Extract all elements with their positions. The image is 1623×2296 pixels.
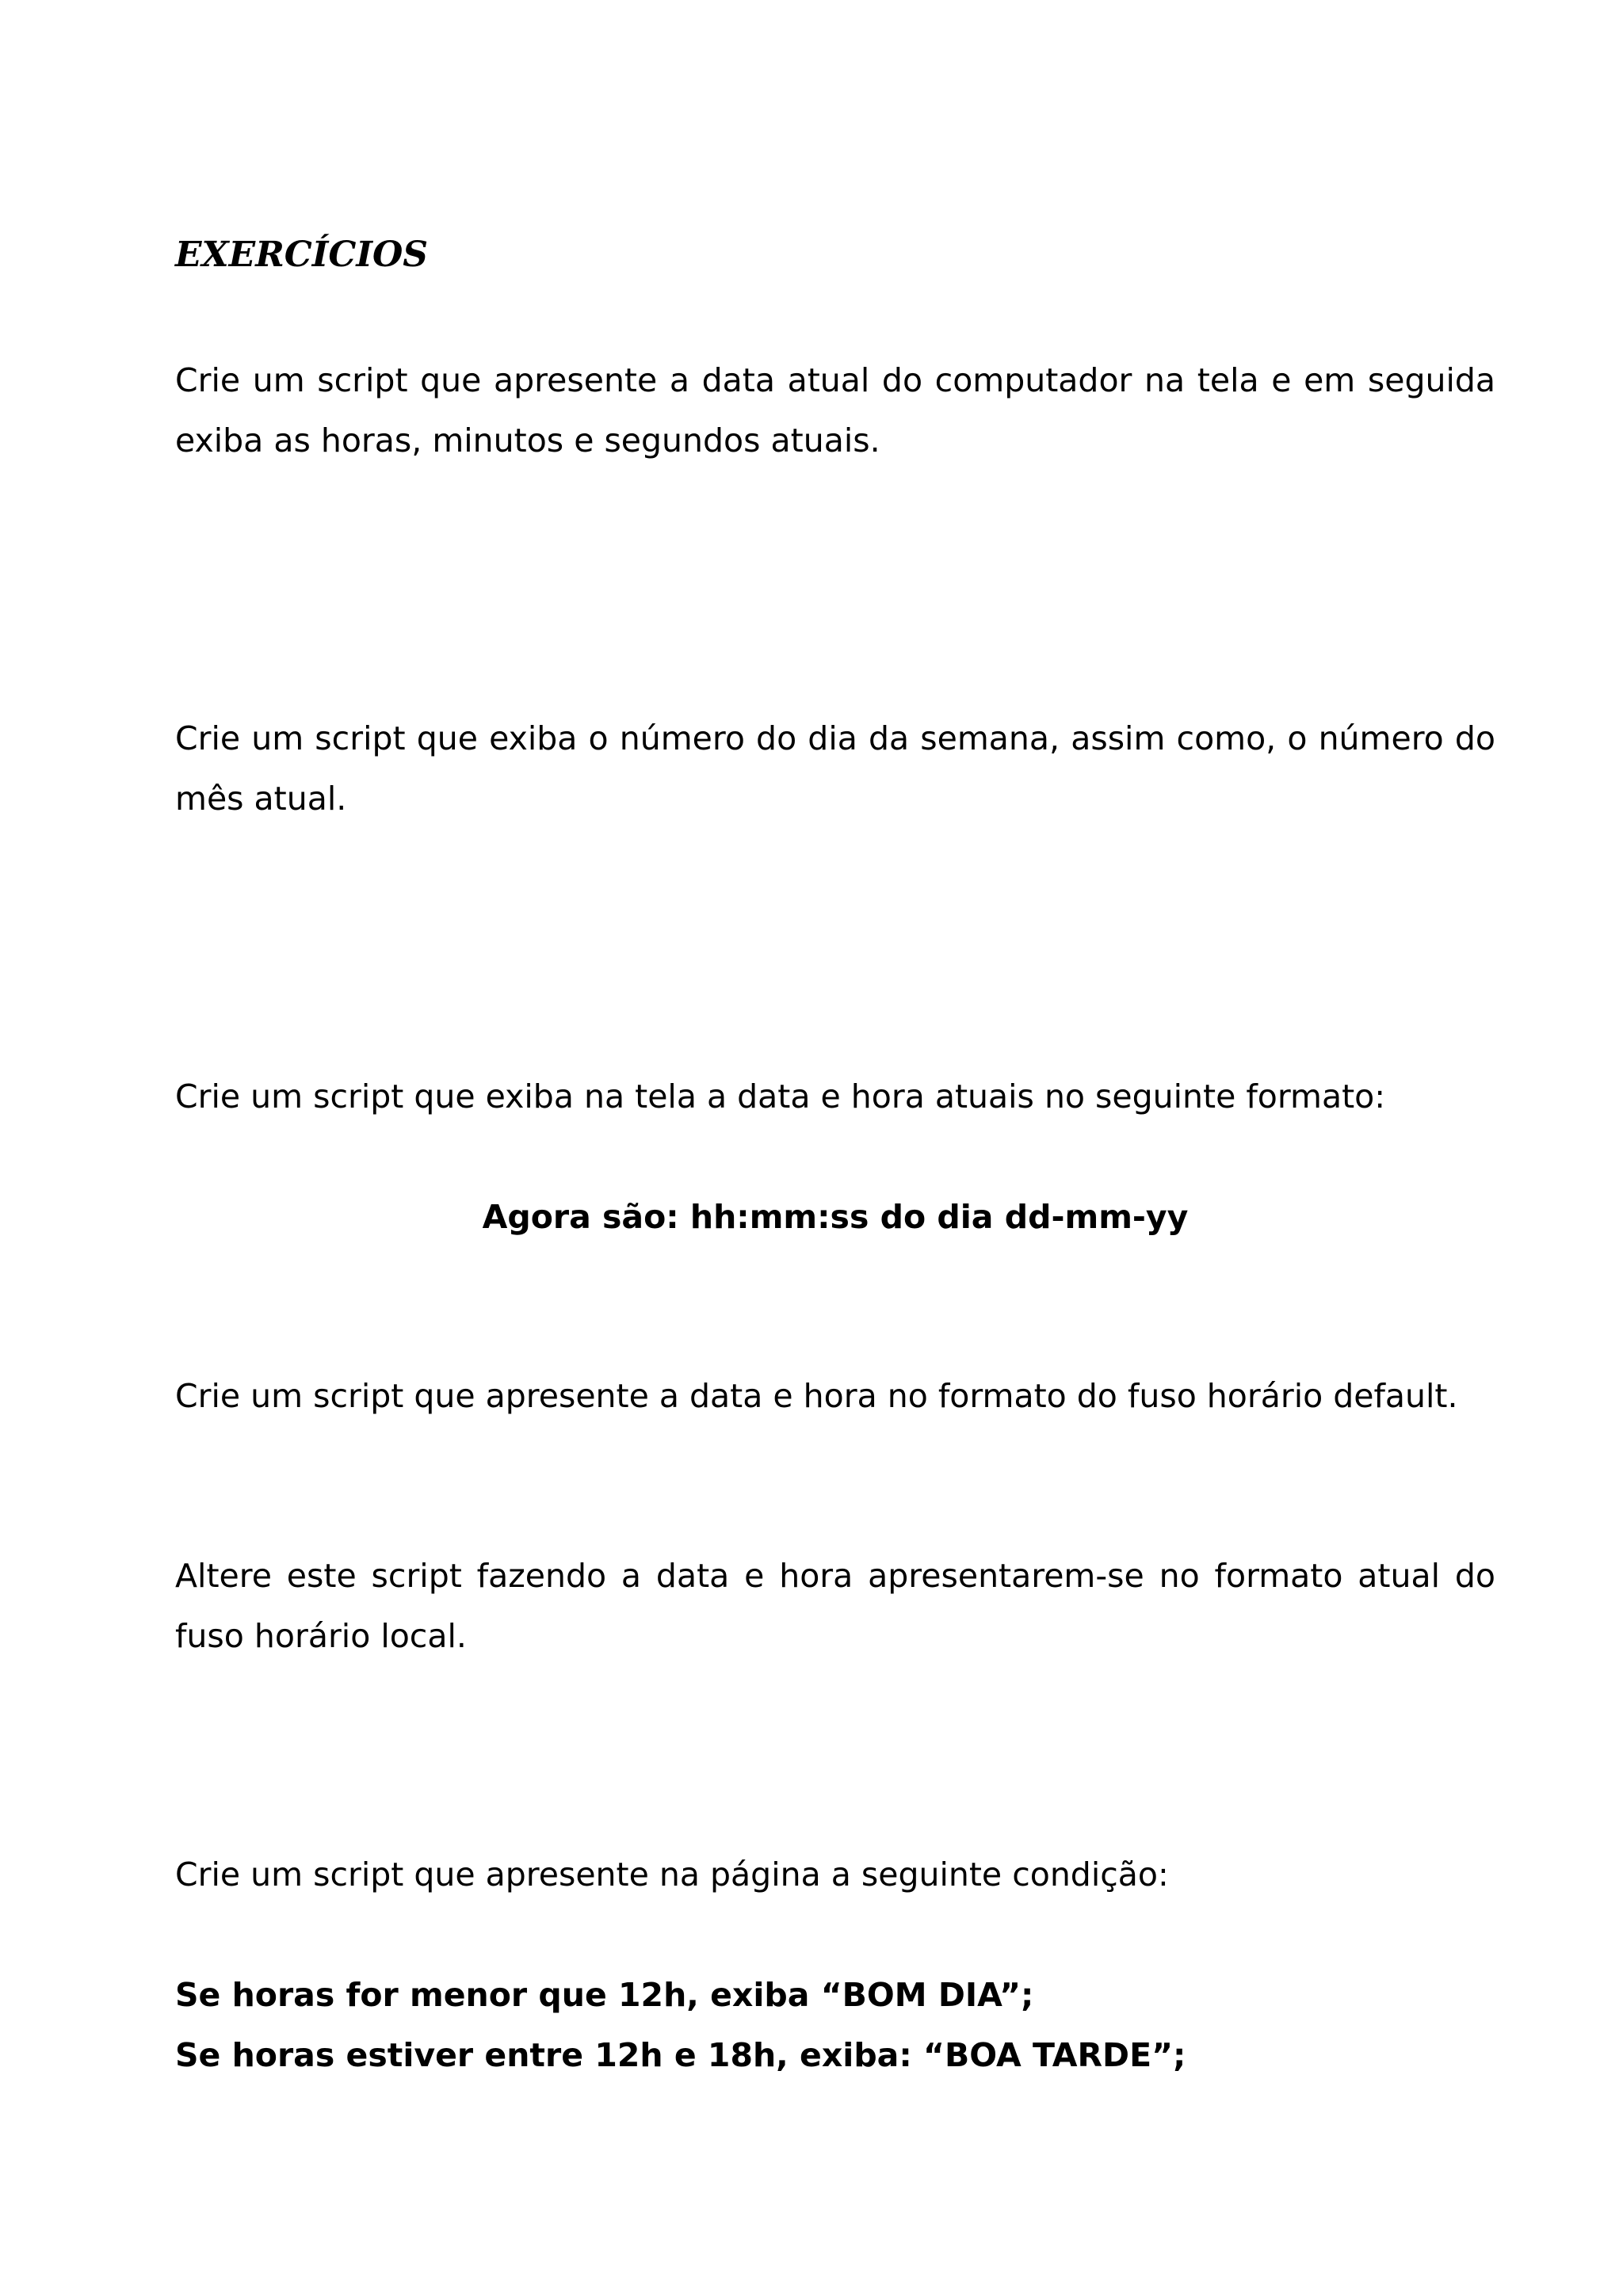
exercise-2-text: Crie um script que exiba o número do dia da semana, assim como, o número do mês atual. — [175, 719, 1495, 818]
condition-line: Se horas for menor que 12h, exiba “BOM DIA”; — [175, 1976, 1034, 2014]
exercise-3-format: Agora são: hh:mm:ss do dia dd-mm-yy — [482, 1198, 1189, 1236]
condition-line: Se horas estiver entre 12h e 18h, exiba: “BOA TARDE”; — [175, 2036, 1186, 2074]
exercise-4-text: Crie um script que apresente a data e hora no formato do fuso horário default. — [175, 1377, 1458, 1415]
exercise-5-text: Altere este script fazendo a data e hora apresentarem-se no formato atual do fuso horário local. — [175, 1557, 1495, 1655]
exercise-6-text: Crie um script que apresente na página a seguinte condição: — [175, 1855, 1169, 1894]
exercise-1-text: Crie um script que apresente a data atual do computador na tela e em seguida exiba as horas, minutos e segundos atuais. — [175, 361, 1495, 460]
exercise-3-text: Crie um script que exiba na tela a data e hora atuais no seguinte formato: — [175, 1077, 1386, 1116]
exercises-heading: EXERCÍCIOS — [175, 235, 429, 275]
